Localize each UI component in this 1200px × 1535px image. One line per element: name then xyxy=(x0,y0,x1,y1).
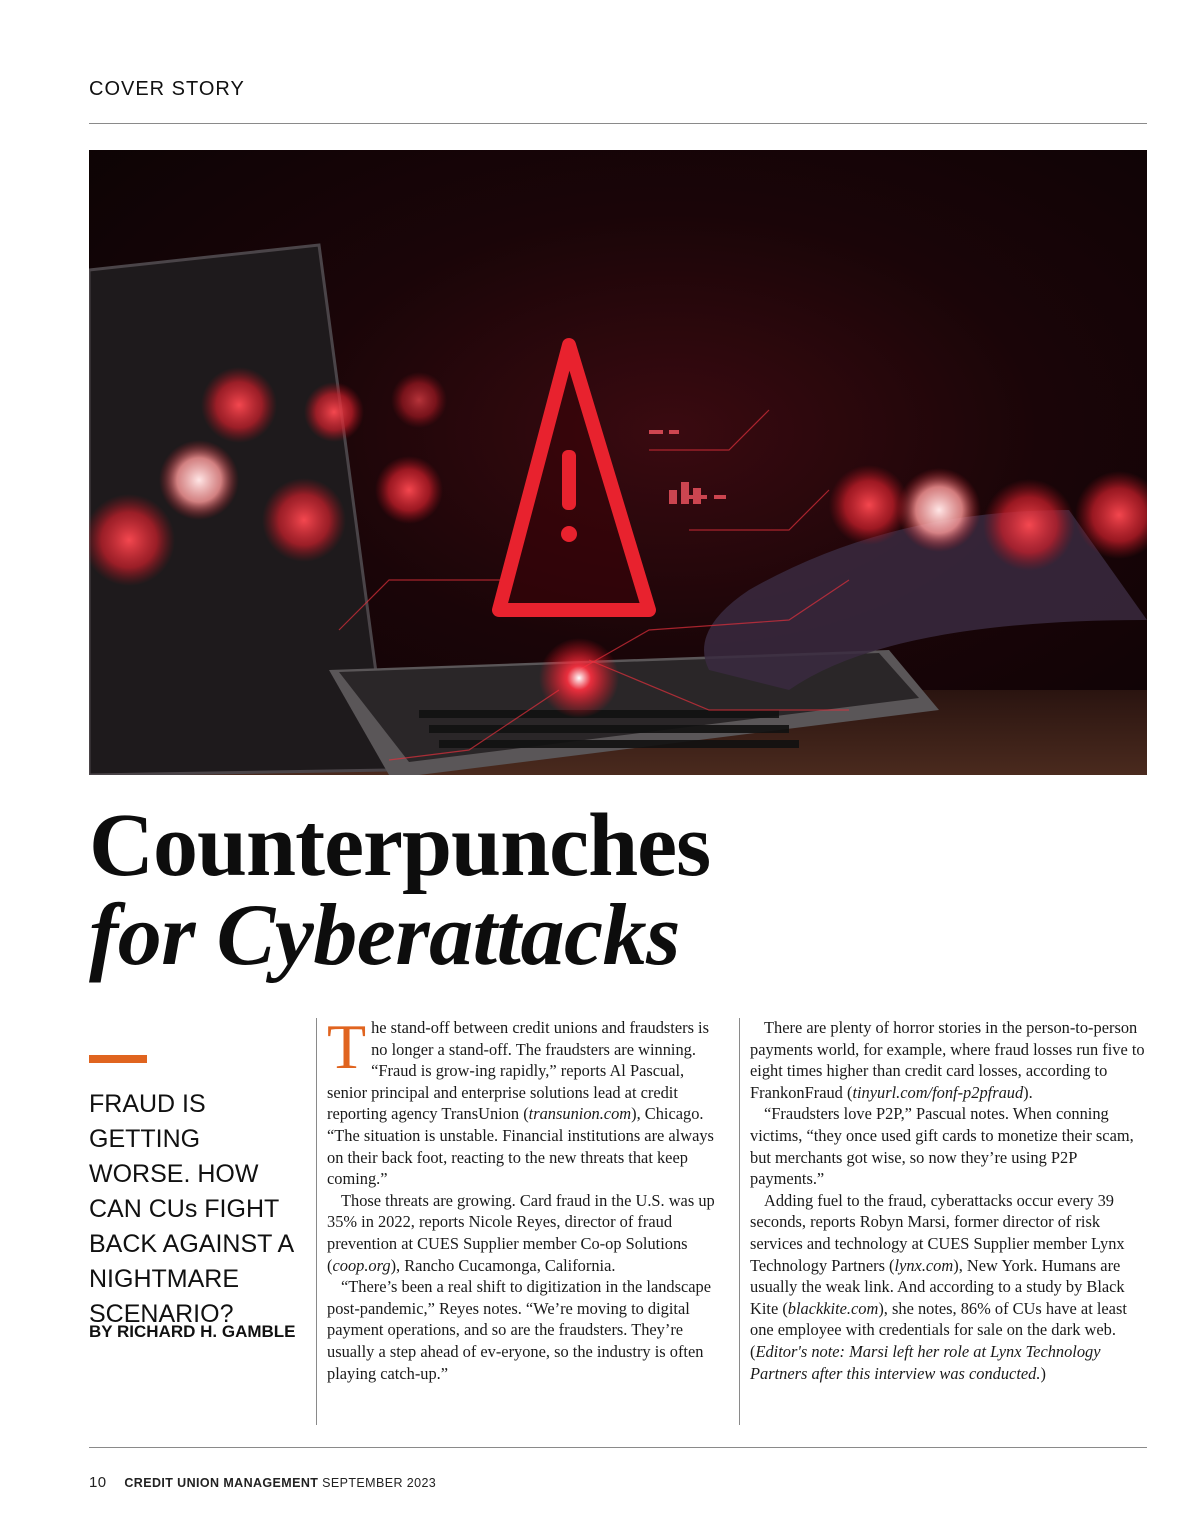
deck-text: FRAUD IS GETTING WORSE. HOW CAN CUs FIGHT BACK AGAINST A NIGHTMARE SCENARIO? xyxy=(89,1090,293,1328)
paragraph: “There’s been a real shift to digitization in the landscape post-pandemic,” Reyes notes. “We’re moving to digital payment operations, and so are the fraudsters. They’re usually a step ahead of ev-eryone, so the industry is often playing catch-up.” xyxy=(327,1277,712,1383)
accent-bar xyxy=(89,1055,147,1063)
footer-rule xyxy=(89,1447,1147,1448)
page-footer xyxy=(89,1474,436,1491)
article-column-2 xyxy=(750,1017,1147,1384)
drop-cap: T xyxy=(327,1011,367,1082)
header-rule xyxy=(89,123,1147,124)
issue-date: SEPTEMBER 2023 xyxy=(322,1476,437,1490)
headline-line-2: for Cyberattacks xyxy=(89,887,680,984)
column-divider xyxy=(316,1018,317,1425)
headline-line-1: Counterpunches xyxy=(89,796,711,895)
paragraph: The stand-off between credit unions and fraudsters is no longer a stand-off. The fraudsters are winning. “Fraud is grow-ing rapidly,” reports Al Pascual, senior principal and enterprise solutions lead at credit reporting agency TransUnion (transunion.com), Chicago. “The situation is unstable. Financial institutions are always on their back foot, reacting to the new threats that keep coming.” xyxy=(327,1011,714,1189)
editor-note: Editor's note: Marsi left her role at Lynx Technology Partners after this interview was conducted. xyxy=(750,1341,1101,1383)
link-text: transunion.com xyxy=(528,1104,632,1124)
page-number: 10 xyxy=(89,1474,107,1491)
warning-triangle-icon xyxy=(499,345,649,610)
link-text: tinyurl.com/fonf-p2pfraud xyxy=(852,1082,1024,1102)
paragraph: There are plenty of horror stories in the person-to-person payments world, for example, where fraud losses run five to eight times higher than credit card losses, according to FrankonFraud (tinyurl.com/fonf-p2pfraud). xyxy=(750,1018,1145,1102)
link-text: coop.org xyxy=(332,1255,391,1275)
paragraph: “Fraudsters love P2P,” Pascual notes. When conning victims, “they once used gift cards to monetize their scam, but merchants got wise, so now they’re using P2P payments.” xyxy=(750,1104,1134,1189)
column-divider xyxy=(739,1018,740,1425)
article-column-1 xyxy=(327,1011,727,1384)
link-text: blackkite.com xyxy=(787,1298,879,1318)
headline xyxy=(89,796,711,984)
link-text: lynx.com xyxy=(894,1255,954,1275)
paragraph: Those threats are growing. Card fraud in the U.S. was up 35% in 2022, reports Nicole Reyes, director of fraud prevention at CUES Supplier member Co-op Solutions (coop.org), Rancho Cucamonga, California. xyxy=(327,1190,715,1275)
byline: BY RICHARD H. GAMBLE xyxy=(89,1322,296,1341)
section-label: COVER STORY xyxy=(89,78,245,100)
hero-image xyxy=(89,150,1147,775)
publication-name: CREDIT UNION MANAGEMENT xyxy=(124,1476,319,1490)
paragraph: Adding fuel to the fraud, cyberattacks occur every 39 seconds, reports Robyn Marsi, former director of risk services and technology at CUES Supplier member Lynx Technology Partners (lynx.com), New York. Humans are usually the weak link. And according to a study by Black Kite (blackkite.com), she notes, 86% of CUs have at least one employee with credentials for sale on the dark web. (Editor's note: Marsi left her role at Lynx Technology Partners after this interview was conducted.) xyxy=(750,1190,1127,1383)
